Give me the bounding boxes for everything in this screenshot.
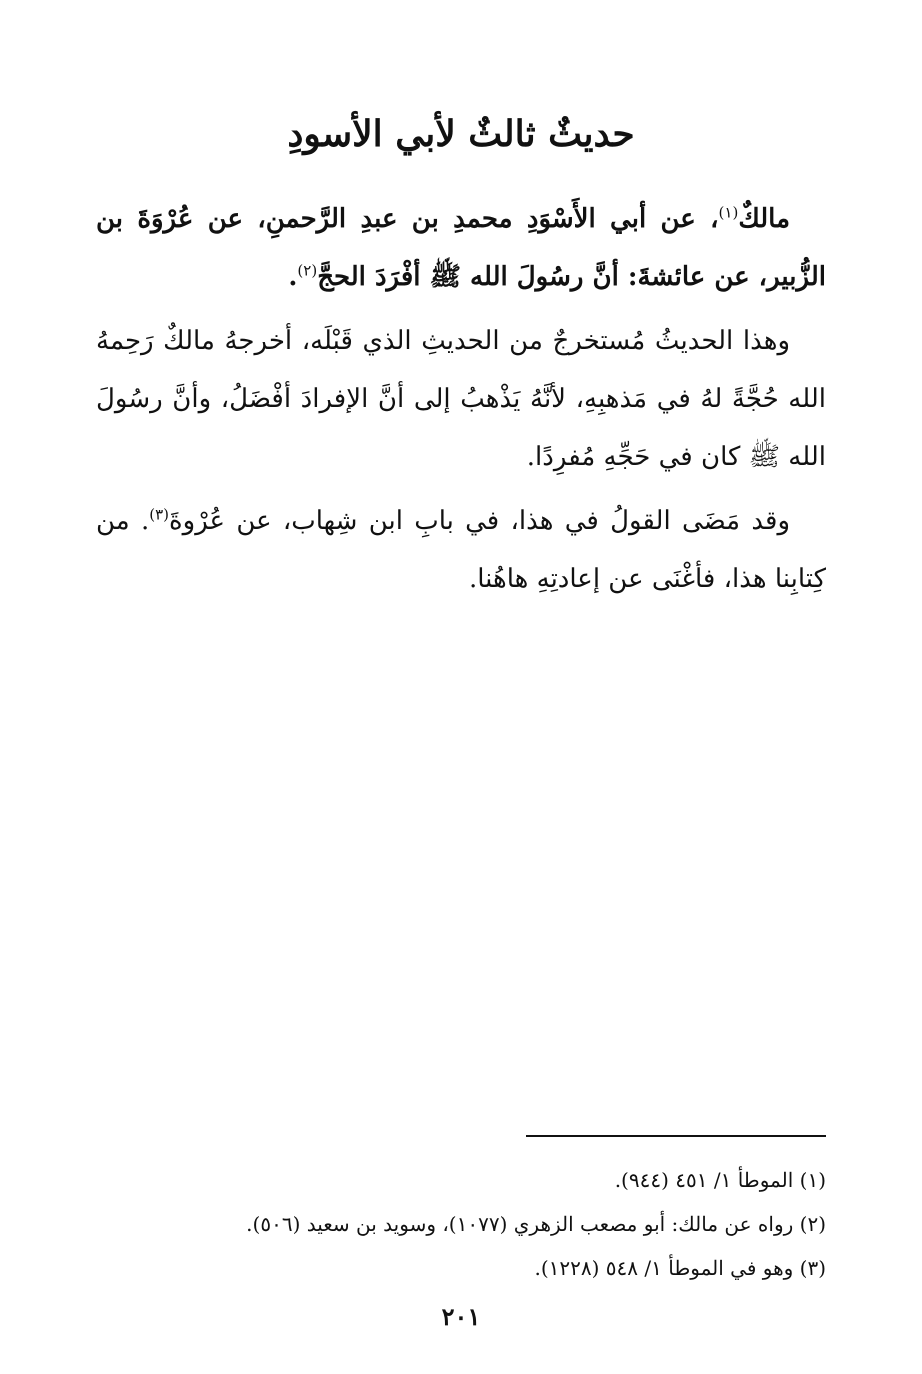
footnotes: [96, 1158, 826, 1290]
footnote-2: (٢) رواه عن مالك: أبو مصعب الزهري (١٠٧٧)، وسويد بن سعيد (٥٠٦).: [246, 1212, 826, 1236]
reference-text-start: وقد مَضَى القولُ في هذا، في بابِ ابن شِهاب، عن عُرْوةَ: [169, 506, 790, 536]
reference-paragraph: [96, 492, 826, 608]
reference-text-end: . من كِتابِنا هذا، فأغْنَى عن إعادتِهِ هاهُنا.: [96, 506, 826, 594]
hadith-text-start: مالكٌ: [738, 204, 790, 234]
footnote-ref-3[interactable]: (٣): [149, 505, 170, 524]
footnote-ref-2[interactable]: (٢): [297, 261, 318, 280]
footnote-ref-1[interactable]: (١): [718, 203, 739, 222]
footnote-3: (٣) وهو في الموطأ ١/ ٥٤٨ (١٢٢٨).: [534, 1256, 826, 1280]
chapter-title: حديثٌ ثالثٌ لأبي الأسودِ: [287, 113, 635, 155]
hadith-paragraph: [96, 190, 826, 306]
hadith-text-middle: ، عن أبي الأَسْوَدِ محمدِ بن عبدِ الرَّحمنِ، عن عُرْوَةَ بن الزُّبير، عن عائشةَ: أنَّ رسُولَ الله ﷺ أفْرَدَ الحجَّ: [96, 204, 826, 292]
hadith-text-end: .: [288, 262, 298, 292]
commentary-paragraph: وهذا الحديثُ مُستخرجٌ من الحديثِ الذي قَبْلَه، أخرجهُ مالكٌ رَحِمهُ الله حُجَّةً لهُ في مَذهبِهِ، لأنَّهُ يَذْهبُ إلى أنَّ الإفرادَ أفْضَلُ، وأنَّ رسُولَ الله ﷺ كان في حَجِّهِ مُفرِدًا.: [96, 326, 826, 472]
footnote-divider: [526, 1135, 826, 1137]
page-number: ٢٠١: [441, 1302, 481, 1331]
main-text: [96, 190, 826, 614]
footnote-1: (١) الموطأ ١/ ٤٥١ (٩٤٤).: [614, 1168, 826, 1192]
